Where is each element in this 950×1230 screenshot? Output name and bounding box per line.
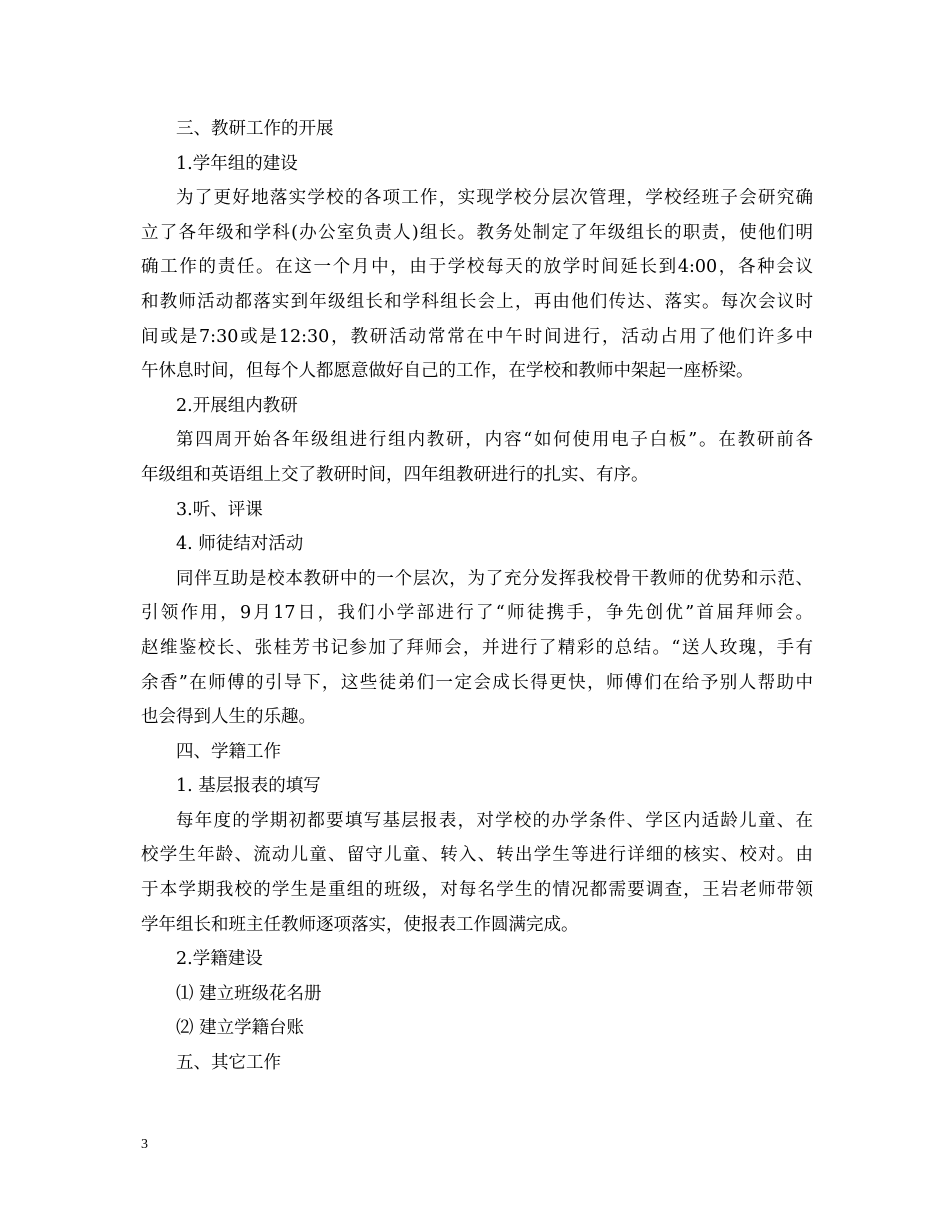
section-heading: 三、教研工作的开展: [176, 119, 334, 139]
text-line: 第四周开始各年级组进行组内教研，内容“如何使用电子白板”。在教研前各: [176, 430, 813, 451]
text-line: 年级组和英语组上交了教研时间，四年组教研进行的扎实、有序。: [141, 464, 649, 485]
section-heading: 4. 师徒结对活动: [176, 534, 304, 555]
text-line: 为了更好地落实学校的各项工作，实现学校分层次管理，学校经班子会研究确: [176, 188, 813, 209]
text-line: 同伴互助是校本教研中的一个层次，为了充分发挥我校骨干教师的优势和示范、: [176, 568, 813, 589]
text-line: 校学生年龄、流动儿童、留守儿童、转入、转出学生等进行详细的核实、校对。由: [141, 845, 813, 866]
text-line: 立了各年级和学科(办公室负责人)组长。教务处制定了年级组长的职责，使他们明: [141, 222, 813, 243]
section-heading: ⑴ 建立班级花名册: [176, 983, 322, 1004]
section-heading: 1.学年组的建设: [176, 153, 298, 174]
section-heading: 1. 基层报表的填写: [176, 776, 321, 797]
text-line: 每年度的学期初都要填写基层报表，对学校的办学条件、学区内适龄儿童、在: [176, 810, 813, 831]
text-line: 引领作用，9月17日，我们小学部进行了“师徒携手，争先创优”首届拜师会。: [141, 603, 813, 624]
page-number: 3: [141, 1137, 148, 1152]
section-heading: 3.听、评课: [176, 499, 263, 520]
section-heading: ⑵ 建立学籍台账: [176, 1018, 305, 1039]
text-line: 余香”在师傅的引导下，这些徒弟们一定会成长得更快，师傅们在给予别人帮助中: [141, 672, 813, 693]
document-body: [141, 112, 813, 1081]
text-line: 赵维鉴校长、张桂芳书记参加了拜师会，并进行了精彩的总结。“送人玫瑰，手有: [141, 637, 813, 658]
text-line: 和教师活动都落实到年级组长和学科组长会上，再由他们传达、落实。每次会议时: [141, 291, 813, 312]
section-heading: 五、其它工作: [176, 1053, 281, 1074]
section-heading: 2.开展组内教研: [176, 395, 298, 416]
text-line: 学年组长和班主任教师逐项落实，使报表工作圆满完成。: [141, 914, 579, 935]
text-line: 也会得到人生的乐趣。: [141, 707, 316, 728]
text-line: 午休息时间，但每个人都愿意做好自己的工作，在学校和教师中架起一座桥梁。: [141, 361, 754, 382]
text-line: 确工作的责任。在这一个月中，由于学校每天的放学时间延长到4:00，各种会议: [141, 257, 813, 278]
section-heading: 四、学籍工作: [176, 741, 281, 762]
text-line: 间或是7:30或是12:30，教研活动常常在中午时间进行，活动占用了他们许多中: [141, 326, 813, 347]
text-line: 于本学期我校的学生是重组的班级，对每名学生的情况都需要调查，王岩老师带领: [141, 880, 813, 901]
section-heading: 2.学籍建设: [176, 949, 263, 970]
